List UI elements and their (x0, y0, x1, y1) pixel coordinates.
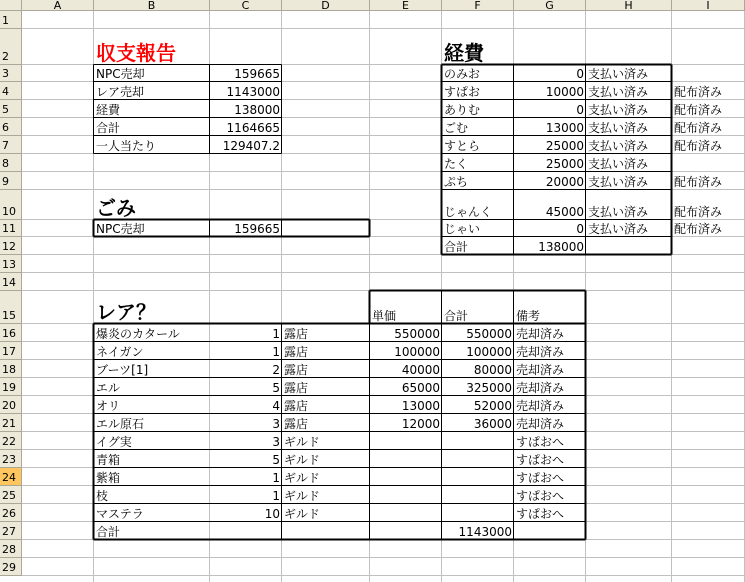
row-header-22[interactable]: 22 (0, 432, 22, 450)
gomi-value[interactable]: 159665 (234, 222, 280, 236)
expense-status[interactable]: 支払い済み (588, 139, 649, 153)
rare-remark[interactable]: すぱおへ (516, 507, 565, 521)
rare-item[interactable]: エル原石 (96, 417, 145, 431)
expense-note[interactable]: 配布済み (674, 103, 723, 117)
row-header-25[interactable]: 25 (0, 486, 22, 504)
rare-where[interactable]: 露店 (284, 399, 309, 413)
rare-total[interactable]: 80000 (473, 363, 512, 377)
expense-name[interactable]: すぱお (444, 85, 481, 99)
summary-label[interactable]: 一人当たり (96, 139, 157, 153)
rare-unit-price[interactable]: 13000 (401, 399, 440, 413)
expense-amount[interactable]: 25000 (545, 139, 584, 153)
rare-where[interactable]: ギルド (284, 507, 320, 521)
expense-name[interactable]: ごむ (444, 121, 469, 135)
row-header-6[interactable]: 6 (0, 118, 22, 136)
summary-title[interactable]: 収支報告 (96, 41, 176, 65)
rare-where[interactable]: 露店 (284, 345, 309, 359)
expense-amount[interactable]: 13000 (545, 121, 584, 135)
rare-qty[interactable]: 10 (264, 507, 280, 521)
rare-qty[interactable]: 5 (272, 453, 280, 467)
column-header-h[interactable]: H (586, 0, 672, 11)
expense-note[interactable]: 配布済み (674, 121, 723, 135)
rare-remark[interactable]: 売却済み (516, 327, 565, 341)
rare-item[interactable]: 紫箱 (96, 471, 121, 485)
row-header-2[interactable]: 2 (0, 29, 22, 65)
expense-status[interactable]: 支払い済み (588, 157, 649, 171)
expense-amount[interactable]: 10000 (545, 85, 584, 99)
expense-note[interactable]: 配布済み (674, 175, 723, 189)
row-header-5[interactable]: 5 (0, 100, 22, 118)
expense-name[interactable]: じゃい (444, 222, 481, 236)
row-header-12[interactable]: 12 (0, 237, 22, 255)
expense-status[interactable]: 支払い済み (588, 121, 649, 135)
rare-header-remarks[interactable]: 備考 (516, 309, 541, 323)
rare-qty[interactable]: 1 (272, 471, 280, 485)
expenses-title[interactable]: 経費 (444, 41, 484, 65)
rare-remark[interactable]: 売却済み (516, 399, 565, 413)
summary-value[interactable]: 129407.2 (222, 139, 280, 153)
expense-amount[interactable]: 25000 (545, 157, 584, 171)
rare-remark[interactable]: 売却済み (516, 363, 565, 377)
summary-label[interactable]: NPC売却 (96, 67, 145, 81)
summary-label[interactable]: レア売却 (96, 85, 145, 99)
row-header-7[interactable]: 7 (0, 136, 22, 154)
row-header-27[interactable]: 27 (0, 522, 22, 540)
expense-status[interactable]: 支払い済み (588, 222, 649, 236)
row-header-21[interactable]: 21 (0, 414, 22, 432)
expense-name[interactable]: ありむ (444, 103, 481, 117)
row-header-4[interactable]: 4 (0, 82, 22, 100)
expense-name[interactable]: たく (444, 157, 469, 171)
column-header-i[interactable]: I (672, 0, 745, 11)
column-header-a[interactable]: A (22, 0, 94, 11)
rare-item[interactable]: エル (96, 381, 121, 395)
rare-qty[interactable]: 3 (272, 417, 280, 431)
rare-remark[interactable]: 売却済み (516, 417, 565, 431)
expense-name[interactable]: のみお (444, 67, 481, 81)
expense-amount[interactable]: 0 (576, 103, 584, 117)
rare-item[interactable]: 青箱 (96, 453, 121, 467)
expense-amount[interactable]: 20000 (545, 175, 584, 189)
row-header-8[interactable]: 8 (0, 154, 22, 172)
row-header-18[interactable]: 18 (0, 360, 22, 378)
rare-where[interactable]: ギルド (284, 453, 320, 467)
row-header-24[interactable]: 24 (0, 468, 22, 486)
row-header-15[interactable]: 15 (0, 291, 22, 324)
rare-unit-price[interactable]: 40000 (401, 363, 440, 377)
rare-unit-price[interactable]: 100000 (394, 345, 440, 359)
rare-remark[interactable]: 売却済み (516, 345, 565, 359)
rare-remark[interactable]: すぱおへ (516, 435, 565, 449)
gomi-label[interactable]: NPC売却 (96, 222, 145, 236)
rare-remark[interactable]: 売却済み (516, 381, 565, 395)
rare-where[interactable]: 露店 (284, 363, 309, 377)
rare-title[interactable]: レア？ (96, 300, 156, 324)
expense-name[interactable]: ぷち (444, 175, 469, 189)
summary-label[interactable]: 経費 (96, 103, 121, 117)
rare-where[interactable]: ギルド (284, 471, 320, 485)
column-header-e[interactable]: E (370, 0, 442, 11)
column-header-d[interactable]: D (282, 0, 370, 11)
expense-status[interactable]: 支払い済み (588, 205, 649, 219)
rare-qty[interactable]: 1 (272, 345, 280, 359)
expenses-total-label[interactable]: 合計 (444, 240, 469, 254)
row-header-17[interactable]: 17 (0, 342, 22, 360)
rare-where[interactable]: 露店 (284, 381, 309, 395)
gomi-title[interactable]: ごみ (96, 196, 136, 220)
summary-value[interactable]: 1143000 (226, 85, 280, 99)
rare-item[interactable]: マステラ (96, 507, 144, 521)
expense-name[interactable]: じゃんく (444, 205, 493, 219)
rare-qty[interactable]: 2 (272, 363, 280, 377)
expenses-total-value[interactable]: 138000 (538, 240, 584, 254)
rare-remark[interactable]: すぱおへ (516, 489, 565, 503)
rare-unit-price[interactable]: 550000 (394, 327, 440, 341)
rare-qty[interactable]: 3 (272, 435, 280, 449)
rare-where[interactable]: 露店 (284, 417, 309, 431)
expense-name[interactable]: すとら (444, 139, 481, 153)
row-header-1[interactable]: 1 (0, 11, 22, 29)
rare-total[interactable]: 550000 (466, 327, 512, 341)
row-header-28[interactable]: 28 (0, 540, 22, 558)
rare-item[interactable]: ブーツ[1] (96, 363, 149, 377)
row-header-26[interactable]: 26 (0, 504, 22, 522)
summary-label[interactable]: 合計 (96, 121, 121, 135)
row-header-29[interactable]: 29 (0, 558, 22, 576)
rare-header-unit-price[interactable]: 単価 (372, 309, 397, 323)
row-header-9[interactable]: 9 (0, 172, 22, 190)
rare-qty[interactable]: 1 (272, 489, 280, 503)
row-header-19[interactable]: 19 (0, 378, 22, 396)
expense-note[interactable]: 配布済み (674, 139, 723, 153)
expense-status[interactable]: 支払い済み (588, 85, 649, 99)
rare-header-total[interactable]: 合計 (444, 309, 469, 323)
expense-status[interactable]: 支払い済み (588, 103, 649, 117)
rare-remark[interactable]: すぱおへ (516, 471, 565, 485)
rare-total[interactable]: 36000 (473, 417, 512, 431)
row-header-20[interactable]: 20 (0, 396, 22, 414)
summary-value[interactable]: 138000 (234, 103, 280, 117)
rare-item[interactable]: 爆炎のカタール (96, 327, 180, 341)
row-header-3[interactable]: 3 (0, 65, 22, 82)
expense-status[interactable]: 支払い済み (588, 175, 649, 189)
row-header-11[interactable]: 11 (0, 220, 22, 237)
rare-where[interactable]: ギルド (284, 435, 320, 449)
expense-note[interactable]: 配布済み (674, 205, 723, 219)
expense-amount[interactable]: 0 (576, 67, 584, 81)
rare-where[interactable]: 露店 (284, 327, 309, 341)
rare-item[interactable]: 枝 (96, 489, 109, 503)
select-all-corner[interactable] (0, 0, 22, 11)
rare-qty[interactable]: 4 (272, 399, 280, 413)
column-header-c[interactable]: C (210, 0, 282, 11)
summary-value[interactable]: 1164665 (226, 121, 280, 135)
row-header-23[interactable]: 23 (0, 450, 22, 468)
rare-total-value[interactable]: 1143000 (458, 525, 512, 539)
rare-total[interactable]: 52000 (473, 399, 512, 413)
row-header-10[interactable]: 10 (0, 190, 22, 220)
rare-item[interactable]: ネイガン (96, 345, 144, 359)
rare-item[interactable]: イグ実 (96, 435, 132, 449)
rare-total-label[interactable]: 合計 (96, 525, 121, 539)
row-header-13[interactable]: 13 (0, 255, 22, 273)
expense-status[interactable]: 支払い済み (588, 67, 649, 81)
row-header-16[interactable]: 16 (0, 324, 22, 342)
rare-unit-price[interactable]: 12000 (401, 417, 440, 431)
summary-value[interactable]: 159665 (234, 67, 280, 81)
rare-unit-price[interactable]: 65000 (401, 381, 440, 395)
rare-qty[interactable]: 1 (272, 327, 280, 341)
column-header-f[interactable]: F (442, 0, 514, 11)
rare-item[interactable]: オリ (96, 399, 121, 413)
rare-qty[interactable]: 5 (272, 381, 280, 395)
expense-note[interactable]: 配布済み (674, 85, 723, 99)
rare-total[interactable]: 325000 (466, 381, 512, 395)
column-header-b[interactable]: B (94, 0, 210, 11)
expense-note[interactable]: 配布済み (674, 222, 723, 236)
rare-total[interactable]: 100000 (466, 345, 512, 359)
column-header-g[interactable]: G (514, 0, 586, 11)
expense-amount[interactable]: 0 (576, 222, 584, 236)
rare-where[interactable]: ギルド (284, 489, 320, 503)
rare-remark[interactable]: すぱおへ (516, 453, 565, 467)
row-header-14[interactable]: 14 (0, 273, 22, 291)
expense-amount[interactable]: 45000 (545, 205, 584, 219)
